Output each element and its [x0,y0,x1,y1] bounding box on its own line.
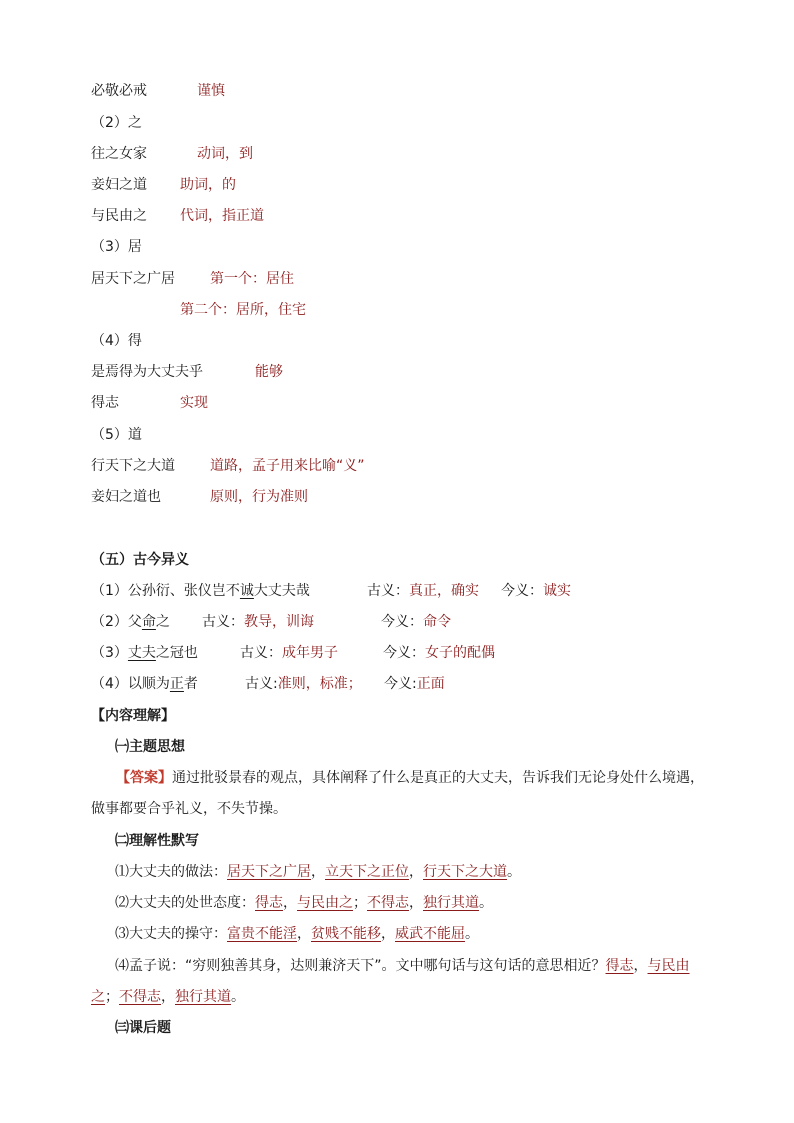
gujin-keyword: 丈夫 [127,645,156,661]
gujin-item [91,674,445,694]
word-definition: 实现 [180,395,208,411]
gujin-new: 今义:正面 [384,676,445,692]
gujin-sentence: 者 [183,676,198,692]
gujin-sentence: （1）公孙衍、张仪岂不 [91,583,240,599]
word-definition: 能够 [255,364,283,380]
word-row [91,487,308,507]
dictation-question: ⑴大丈夫的做法：居天下之广居，立天下之正位，行天下之大道。 [115,864,521,880]
gujin-old: 古义:准则，标准； [245,676,362,692]
word-heading: （5）道 [91,427,142,443]
word-term: 是焉得为大丈夫乎 [91,364,203,380]
word-term: 妾妇之道 [91,177,147,193]
gujin-sentence: （2）父 [91,614,142,630]
dictation-answer: 与民由之 [91,958,690,1005]
section-heading: （五）古今异义 [91,552,189,568]
word-row [91,362,283,382]
dictation-answer: 行天下之大道 [423,864,507,880]
gujin-old: 古义：成年男子 [240,645,338,661]
word-definition: 动词，到 [197,146,253,162]
subsection-title: ㈡理解性默写 [115,833,199,849]
word-definition: 谨慎 [197,83,225,99]
word-row [91,393,208,413]
dictation-answer: 不得志 [119,989,161,1005]
word-term: 必敬必戒 [91,83,147,99]
dictation-answer: 不得志 [367,895,409,911]
dictation-answer: 富贵不能淫 [227,926,297,942]
gujin-keyword: 诚 [239,583,254,599]
gujin-old: 古义：教导，训诲 [202,614,314,630]
dictation-answer: 得志 [255,895,283,911]
gujin-sentence: 之 [155,614,170,630]
dictation-answer: 得志 [605,958,634,974]
gujin-sentence: （3） [91,645,128,661]
gujin-new: 今义：诚实 [501,583,571,599]
dictation-answer: 居天下之广居 [227,864,311,880]
gujin-sentence: （4）以顺为 [91,676,170,692]
word-row [91,206,264,226]
word-definition: 第一个：居住 [210,271,294,287]
word-term: 往之女家 [91,146,147,162]
word-term: 居天下之广居 [91,271,175,287]
dictation-answer: 威武不能屈 [395,926,465,942]
dictation-question: ⑵大丈夫的处世态度：得志，与民由之；不得志，独行其道。 [115,895,493,911]
gujin-sentence: 之冠也 [155,645,198,661]
word-row [91,456,365,476]
gujin-keyword: 正 [169,676,184,692]
gujin-item [91,643,495,663]
word-definition: 原则，行为准则 [210,489,308,505]
gujin-item [91,581,571,601]
subsection-title: ㈠主题思想 [115,739,185,755]
answer-tag: 【答案】 [116,770,172,786]
answer-paragraph [91,763,711,825]
word-term: 得志 [91,395,119,411]
answer-text: 通过批驳景春的观点，具体阐释了什么是真正的大丈夫，告诉我们无论身处什么境遇，做事都要合乎礼义，不失节操。 [91,770,704,817]
dictation-question: ⑷孟子说：“穷则独善其身，达则兼济天下”。文中哪句话与这句话的意思相近？得志，与民由之；不得志，独行其道。 [91,958,690,1005]
word-row [91,269,294,289]
word-heading: （3）居 [91,239,142,255]
subsection-title: ㈢课后题 [115,1020,171,1036]
word-row [91,144,253,164]
word-term: 行天下之大道 [91,458,175,474]
gujin-keyword: 命 [141,614,156,630]
word-row [91,81,225,101]
dictation-answer: 贫贱不能移 [311,926,381,942]
dictation-answer: 独行其道 [423,895,479,911]
word-term: 与民由之 [91,208,147,224]
word-definition: 助词，的 [180,177,236,193]
gujin-sentence: 大丈夫哉 [253,583,310,599]
gujin-item [91,612,451,632]
word-definition: 第二个：居所，住宅 [180,302,306,318]
word-row [91,175,236,195]
gujin-new: 今义：女子的配偶 [383,645,495,661]
dictation-question: ⑶大丈夫的操守：富贵不能淫，贫贱不能移，威武不能屈。 [115,926,479,942]
word-heading: （4）得 [91,333,142,349]
dictation-answer: 与民由之 [297,895,353,911]
dictation-answer: 立天下之正位 [325,864,409,880]
word-heading: （2）之 [91,115,142,131]
word-definition: 代词，指正道 [180,208,264,224]
word-definition: 道路，孟子用来比喻“义” [210,458,365,474]
word-term: 妾妇之道也 [91,489,161,505]
section-heading: 【内容理解】 [91,708,175,724]
gujin-new: 今义：命令 [381,614,451,630]
dictation-answer: 独行其道 [175,989,231,1005]
gujin-old: 古义：真正，确实 [367,583,479,599]
